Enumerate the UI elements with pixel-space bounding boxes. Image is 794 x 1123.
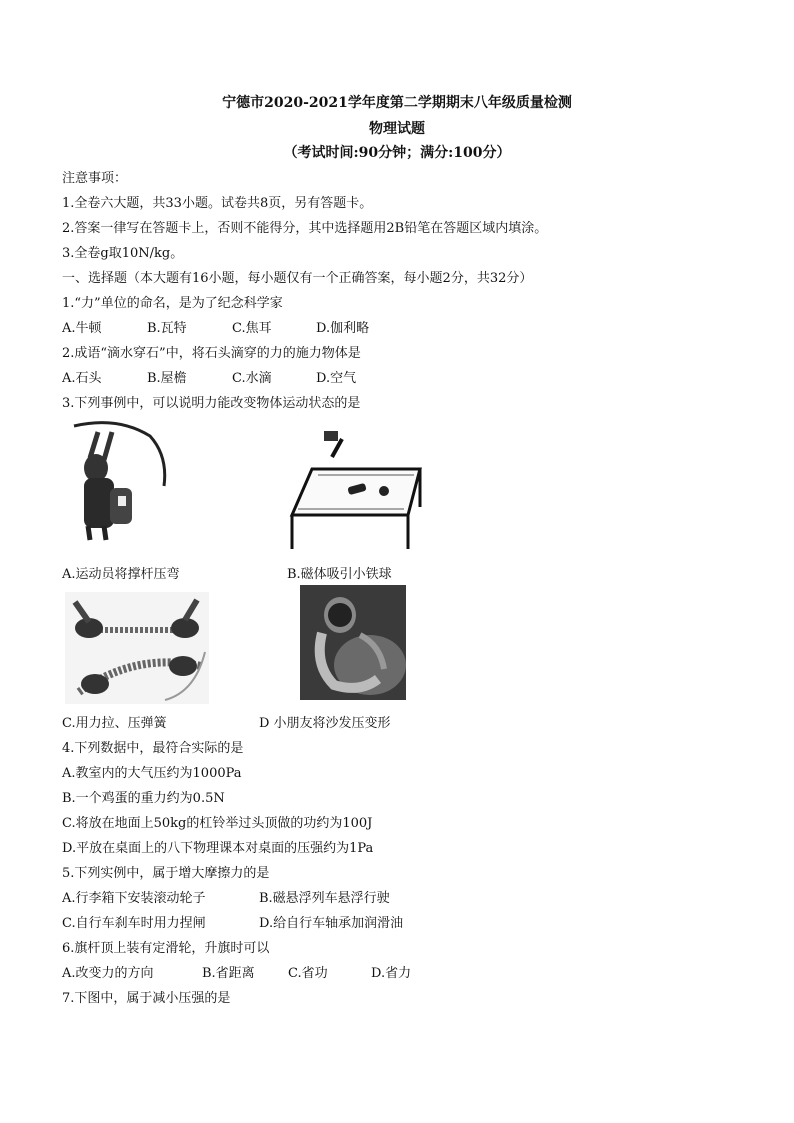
exam-info: （考试时间:90分钟；满分:100分） xyxy=(283,145,511,161)
option-b: B.省距离 xyxy=(202,966,255,981)
option-a: A.运动员将撑杆压弯 xyxy=(62,567,180,582)
option-c: C.自行车刹车时用力捏闸 xyxy=(62,916,206,931)
section-heading: 一、选择题（本大题有16小题，每小题仅有一个正确答案，每小题2分，共32分） xyxy=(62,271,533,286)
option-c: C.焦耳 xyxy=(232,321,272,336)
notes-heading: 注意事项： xyxy=(62,171,128,186)
option-a: A.改变力的方向 xyxy=(62,966,154,981)
pole-vault-figure xyxy=(68,416,174,542)
spring-hands-figure xyxy=(65,592,209,704)
option-d: D 小朋友将沙发压变形 xyxy=(259,716,391,731)
option-d: D.平放在桌面上的八下物理课本对桌面的压强约为1Pa xyxy=(62,841,374,856)
question-stem: 3.下列事例中，可以说明力能改变物体运动状态的是 xyxy=(62,396,361,411)
question-stem: 5.下列实例中，属于增大摩擦力的是 xyxy=(62,866,270,881)
option-b: B.屋檐 xyxy=(147,371,187,386)
question-stem: 7.下图中，属于减小压强的是 xyxy=(62,991,231,1006)
question-stem: 1.“力”单位的命名，是为了纪念科学家 xyxy=(62,296,283,311)
question-stem: 4.下列数据中，最符合实际的是 xyxy=(62,741,244,756)
note-item: 3.全卷g取10N/kg。 xyxy=(62,246,184,261)
option-a: A.教室内的大气压约为1000Pa xyxy=(62,766,242,781)
magnet-ball-figure xyxy=(284,427,428,553)
option-b: B.磁体吸引小铁球 xyxy=(287,567,392,582)
option-a: A.行李箱下安装滚动轮子 xyxy=(62,891,206,906)
option-a: A.石头 xyxy=(62,371,102,386)
option-c: C.用力拉、压弹簧 xyxy=(62,716,167,731)
option-b: B.一个鸡蛋的重力约为0.5N xyxy=(62,791,225,806)
option-c: C.省功 xyxy=(288,966,328,981)
exam-title: 宁德市2020-2021学年度第二学期期末八年级质量检测 xyxy=(222,95,572,111)
child-sofa-figure xyxy=(300,585,406,700)
question-stem: 2.成语“滴水穿石”中，将石头滴穿的力的施力物体是 xyxy=(62,346,361,361)
exam-subject: 物理试题 xyxy=(369,121,425,137)
option-d: D.伽利略 xyxy=(316,321,370,336)
option-d: D.给自行车轴承加润滑油 xyxy=(259,916,404,931)
option-b: B.瓦特 xyxy=(147,321,187,336)
option-d: D.省力 xyxy=(371,966,412,981)
option-a: A.牛顿 xyxy=(62,321,102,336)
note-item: 1.全卷六大题，共33小题。试卷共8页，另有答题卡。 xyxy=(62,196,373,211)
question-stem: 6.旗杆顶上装有定滑轮，升旗时可以 xyxy=(62,941,270,956)
option-c: C.将放在地面上50kg的杠铃举过头顶做的功约为100J xyxy=(62,816,373,831)
note-item: 2.答案一律写在答题卡上，否则不能得分，其中选择题用2B铅笔在答题区域内填涂。 xyxy=(62,221,548,236)
option-d: D.空气 xyxy=(316,371,357,386)
option-c: C.水滴 xyxy=(232,371,272,386)
option-b: B.磁悬浮列车悬浮行驶 xyxy=(259,891,390,906)
